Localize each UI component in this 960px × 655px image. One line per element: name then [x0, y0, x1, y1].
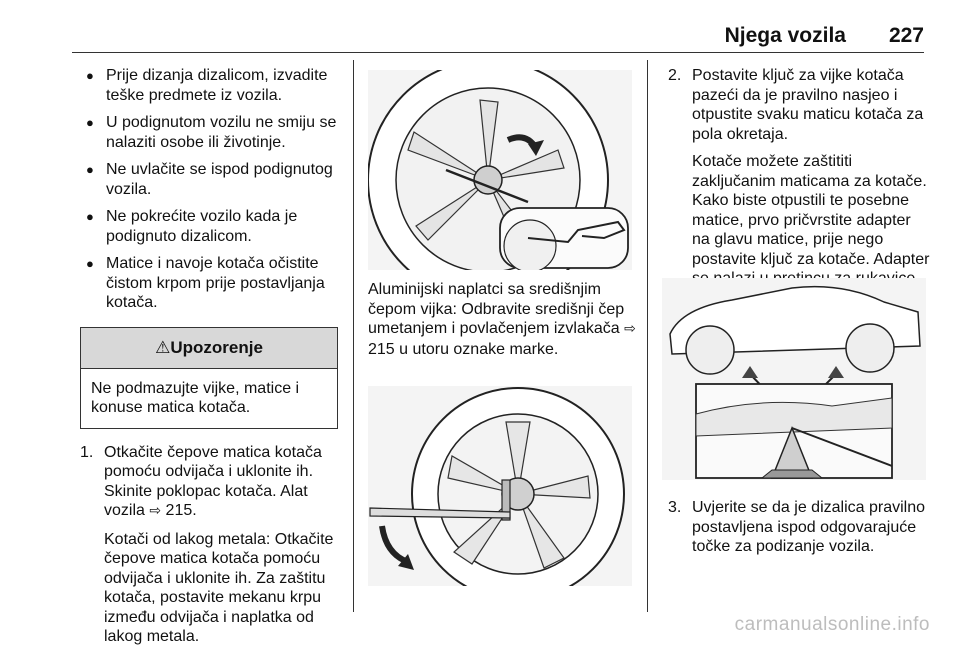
warning-title: Upozorenje	[170, 337, 263, 357]
page-reference[interactable]: 215.	[165, 502, 197, 519]
warning-text: Ne podmazujte vijke, matice i konuse matica kotača.	[91, 379, 300, 416]
step-text: Uvjerite se da je dizalica pravilno postavljena ispod odgovarajuće točke za podizanje vozila.	[692, 499, 925, 555]
warning-box	[80, 327, 338, 429]
column-right-lower	[668, 498, 930, 565]
page-reference[interactable]: 215	[368, 340, 395, 358]
list-item: ● Ne uvlačite se ispod podignutog vozila.	[80, 160, 338, 199]
column-divider	[647, 60, 648, 612]
page-ref-arrow-icon: ⇨	[624, 321, 636, 337]
list-item: ● Prije dizanja dizalicom, izvadite teške predmete iz vozila.	[80, 66, 338, 105]
step-1	[80, 443, 338, 522]
wheel-cap-illustration	[368, 70, 632, 270]
step-text: Postavite ključ za vijke kotača pazeći da je pravilno nasjeo i otpustite svaku maticu kotača za pola okretaja.	[692, 67, 924, 143]
step-number: 2.	[668, 67, 682, 84]
list-item: ● Ne pokrećite vozilo kada je podignuto dizalicom.	[80, 207, 338, 246]
watermark: carmanualsonline.info	[734, 614, 930, 635]
wheel-wrench-illustration	[368, 386, 632, 586]
wheel-wrench-figure	[368, 386, 632, 586]
step-text: Otkačite čepove matica kotača pomoću odvijača i uklonite ih. Skinite poklopac kotača. Alat vozila	[104, 443, 322, 519]
column-right	[668, 66, 930, 297]
warning-header	[81, 328, 337, 369]
list-item: ● Matice i navoje kotača očistite čistom krpom prije postavljanja kotača.	[80, 254, 338, 313]
page-ref-arrow-icon: ⇨	[149, 503, 162, 519]
car-jack-figure	[662, 278, 926, 480]
step-note: Kotače možete zaštititi zaključanim maticama za kotače. Kako biste otpustili te posebne matice, prvo pričvrstite adapter na glavu matice, prije nego postavite ključ za kotače. Adapter	[692, 153, 930, 268]
step-number: 3.	[668, 499, 682, 516]
list-item: ● U podignutom vozilu ne smiju se nalaziti osobe ili životinje.	[80, 113, 338, 152]
step-2	[668, 66, 930, 144]
wheel-cap-figure	[368, 70, 632, 270]
warning-triangle-icon: ⚠	[155, 337, 171, 357]
figure-caption: Aluminijski naplatci sa središnjim čepom vijka: Odbravite središnji čep umetanjem i povlačenjem izvlakača ⇨ 215 u utoru oznake marke.	[368, 281, 636, 358]
step-note: Kotači od lakog metala: Otkačite čepove matica kotača pomoću odvijača i uklonite ih. Za zaštitu kotača, postavite mekanu krpu između odvijača i naplatka od lakog metala.	[104, 530, 334, 645]
column-divider	[353, 60, 354, 612]
step-3	[668, 498, 930, 557]
column-left	[80, 66, 338, 655]
car-jack-illustration	[662, 278, 926, 480]
page-number: 227	[888, 24, 924, 47]
page-header	[72, 22, 924, 53]
step-number: 1.	[80, 443, 94, 461]
section-title: Njega vozila	[724, 24, 846, 47]
